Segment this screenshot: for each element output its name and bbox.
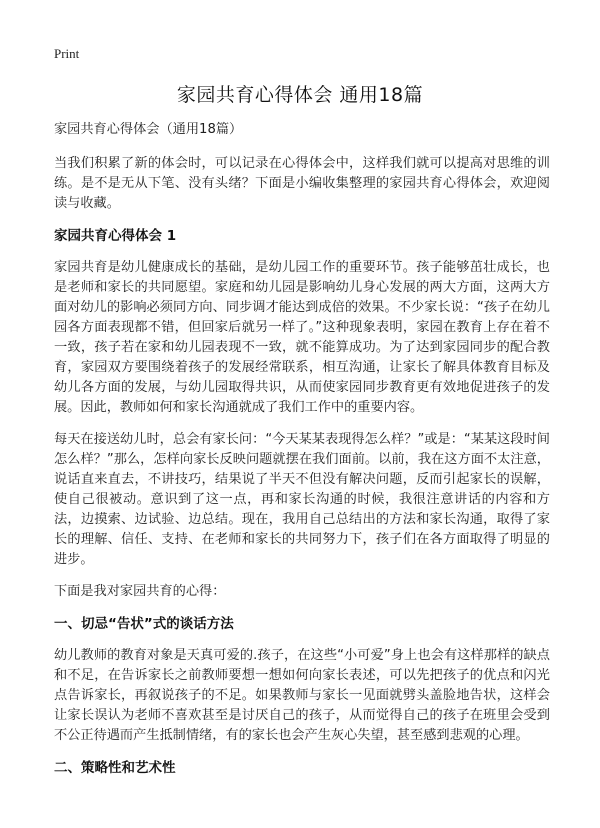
- body-paragraph-3: 下面是我对家园共育的心得：: [54, 584, 226, 599]
- document-body: [54, 120, 550, 790]
- page-title: 家园共育心得体会 通用18篇: [176, 84, 424, 106]
- section-heading-3: 二、策略性和艺术性: [54, 760, 176, 776]
- body-paragraph-1: 家园共育是幼儿健康成长的基础，是幼儿园工作的重要环节。孩子能够茁壮成长，也是老师和家长的共同愿望。家庭和幼儿园是影响幼儿身心发展的两大方面，这两大方面对幼儿的影响必须同方向、同步调才能达到成倍的效果。不少家长说：“孩子在幼儿园各方面表现都不错，但回家后就另一样了。”这种现象表明，家园在教育上存在着不一致，孩子若在家和幼儿园表现不一致，就不能算成功。为了达到家园同步的配合教育，家园双方要围绕着孩子的发展经常联系，相互沟通，让家长了解具体教育目标及幼儿各方面的发展，与幼儿园取得共识，从而使家园同步教育更有效地促进孩子的发展。因此，教师如何和家长沟通就成了我们工作中的重要内容。: [54, 260, 550, 415]
- section-heading-1: 家园共育心得体会 1: [54, 228, 177, 244]
- print-link[interactable]: Print: [54, 46, 80, 61]
- section-heading-2: 一、切忌“告状”式的谈话方法: [54, 616, 234, 632]
- intro-paragraph: 当我们积累了新的体会时，可以记录在心得体会中，这样我们就可以提高对思维的训练。是不是无从下笔、没有头绪？下面是小编收集整理的家园共育心得体会，欢迎阅读与收藏。: [54, 156, 550, 211]
- document-subtitle: 家园共育心得体会（通用18篇）: [54, 122, 243, 137]
- body-paragraph-4: 幼儿教师的教育对象是天真可爱的.孩子，在这些“小可爱”身上也会有这样那样的缺点和不足，在告诉家长之前教师要想一想如何向家长表述，可以先把孩子的优点和闪光点告诉家长，再叙说孩子的不足。如果教师与家长一见面就劈头盖脸地告状，这样会让家长误认为老师不喜欢甚至是讨厌自己的孩子，从而觉得自己的孩子在班里会受到不公正待遇而产生抵制情绪，有的家长也会产生灰心失望，甚至感到悲观的心理。: [54, 648, 550, 743]
- body-paragraph-2: 每天在接送幼儿时，总会有家长问：“今天某某表现得怎么样？”或是：“某某这段时间怎么样？”那么，怎样向家长反映问题就摆在我们面前。以前，我在这方面不太注意，说话直来直去，不讲技巧，结果说了半天不但没有解决问题，反而引起家长的误解，使自己很被动。意识到了这一点，再和家长沟通的时候，我很注意讲话的内容和方法，边摸索、边试验、边总结。现在，我用自己总结出的方法和家长沟通，取得了家长的理解、信任、支持、在老师和家长的共同努力下，孩子们在各方面取得了明显的进步。: [54, 432, 550, 567]
